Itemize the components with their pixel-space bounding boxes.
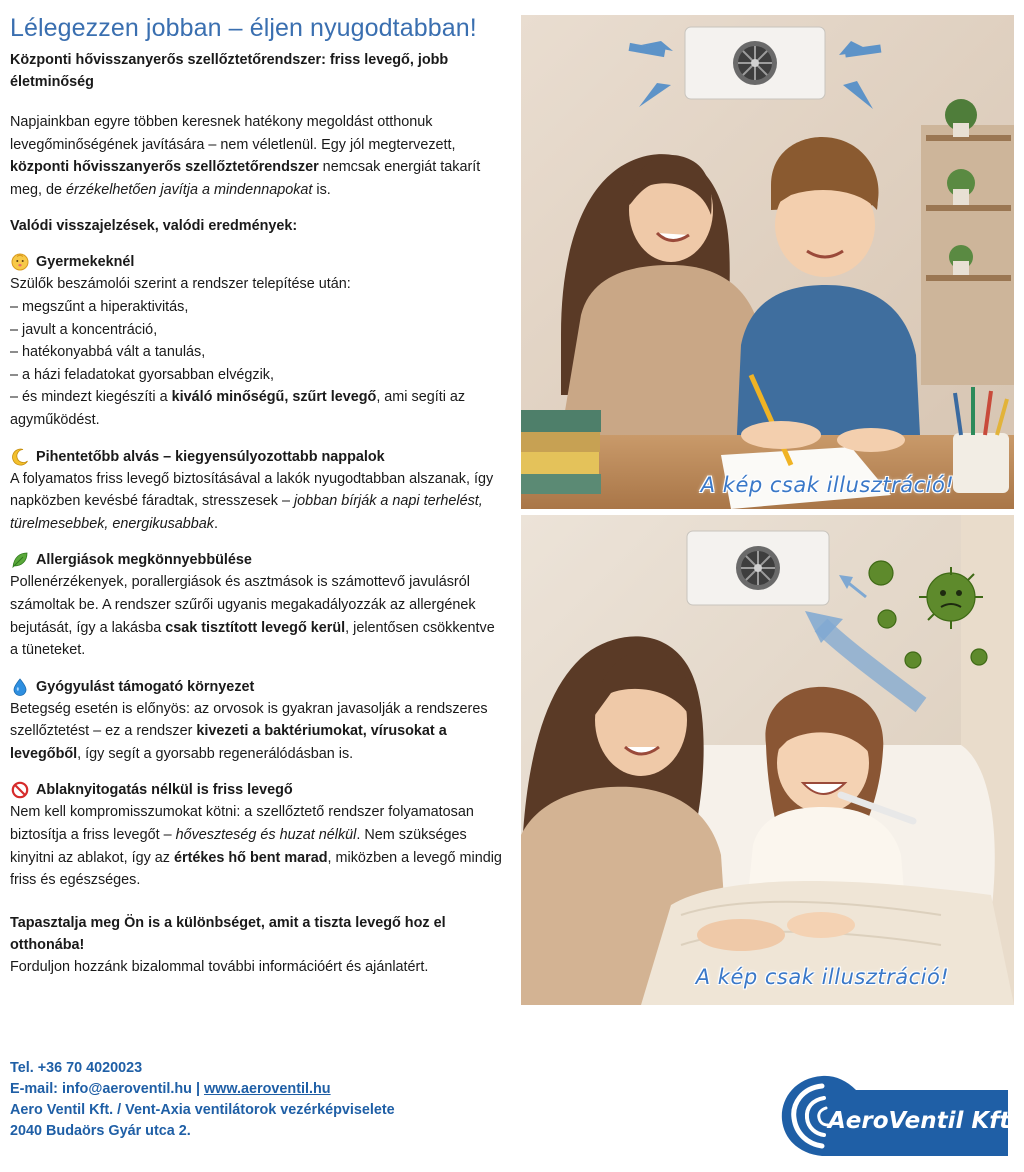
section-windows: [10, 779, 506, 891]
section-windows-title: Ablaknyitogatás nélkül is friss levegő: [36, 782, 293, 799]
section-sleep: [10, 446, 506, 536]
section-healing-text: Betegség esetén is előnyös: az orvosok is gyakran javasolják a rendszeres szellőztetést – ez a rendszer kivezeti a baktériumokat, vírusokat a levegőből, így segít a gyorsabb regenerálódásban is.: [10, 700, 488, 762]
list-item: – javult a koncentráció,: [10, 321, 158, 338]
list-item: – megszűnt a hiperaktivitás,: [10, 298, 189, 315]
section-healing-title: Gyógyulást támogató környezet: [36, 678, 255, 695]
crescent-moon-icon: [10, 447, 30, 467]
illustration-watermark: A kép csak illusztráció!: [695, 965, 950, 989]
section-windows-text: Nem kell kompromisszumokat kötni: a szellőztető rendszer folyamatosan biztosítja a friss levegőt – hőveszteség és huzat nélkül. Nem szükséges kinyitni az ablakot, így az értékes hő bent marad, miközben a levegő mindig friss és egészséges.: [10, 804, 502, 889]
aeroventil-logo: [778, 1070, 1014, 1158]
feedback-heading: Valódi visszajelzések, valódi eredmények:: [10, 218, 298, 235]
intro-text-3: is.: [312, 181, 331, 198]
list-item: – hatékonyabbá vált a tanulás,: [10, 344, 206, 361]
aeroventil-logo-mark: [778, 1070, 1014, 1158]
section-sleep-text: A folyamatos friss levegő biztosításával a lakók nyugodtabban alszanak, így napközben kevésbé fáradtak, stresszesek – jobban bírják a napi terhelést, türelmesebbek, energikusabbak.: [10, 470, 494, 532]
email-line: E-mail: info@aeroventil.hu | www.aeroventil.hu: [10, 1081, 331, 1097]
email-address[interactable]: E-mail: info@aeroventil.hu: [10, 1081, 192, 1097]
closing-text: Forduljon hozzánk bizalommal további információért és ajánlatért.: [10, 958, 429, 975]
section-children: [10, 251, 506, 431]
list-item: – és mindezt kiegészíti a kiváló minőségű, szűrt levegő, ami segíti az agyműködést.: [10, 389, 466, 428]
company-address: 2040 Budaörs Gyár utca 2.: [10, 1123, 191, 1139]
illustration-mother-daughter-drawing: [521, 515, 1014, 1005]
section-allergy-text: Pollenérzékenyek, porallergiások és asztmások is számottevő javulásról számoltak be. A rendszer szűrői ugyanis megakadályozzák az allergének bejutását, így a lakásba csak tisztított levegő kerül, jelentősen csökkentve a tüneteket.: [10, 574, 495, 659]
baby-face-icon: [10, 252, 30, 272]
list-item: – a házi feladatokat gyorsabban elvégzik,: [10, 366, 274, 383]
website-link[interactable]: www.aeroventil.hu: [203, 1081, 331, 1097]
illustration-watermark: A kép csak illusztráció!: [700, 473, 955, 497]
article: [10, 14, 506, 978]
section-allergy-title: Allergiások megkönnyebbülése: [36, 552, 252, 569]
closing-headline: Tapasztalja meg Ön is a különbséget, amit a tiszta levegő hoz el otthonába!: [10, 914, 446, 953]
company-name: Aero Ventil Kft. / Vent-Axia ventilátorok vezérképviselete: [10, 1102, 395, 1118]
section-healing: [10, 676, 506, 766]
page-title: Lélegezzen jobban – éljen nyugodtabban!: [10, 14, 477, 42]
illustration-mother-daughter: [521, 515, 1014, 1005]
no-entry-icon: [10, 780, 30, 800]
illustration-mother-son: [521, 15, 1014, 509]
intro-text-2: nemcsak energiát takarít meg, de: [10, 159, 481, 198]
water-drop-icon: [10, 677, 30, 697]
intro-bold: központi hővisszanyerős szellőztetőrendszer: [10, 159, 319, 176]
illustration-mother-son-drawing: [521, 15, 1014, 509]
section-children-lead: Szülők beszámolói szerint a rendszer telepítése után:: [10, 276, 351, 293]
closing-section: [10, 912, 506, 979]
logo-text: AeroVentil Kft: [828, 1108, 1011, 1134]
intro-italic: érzékelhetően javítja a mindennapokat: [66, 181, 313, 198]
phone-number: Tel. +36 70 4020023: [10, 1060, 143, 1076]
contact-footer: [10, 1058, 395, 1142]
intro-text-1: Napjainkban egyre többen keresnek hatékony megoldást otthonuk levegőminőségének javítására – nem véletlenül. Egy jól megtervezett,: [10, 114, 456, 153]
section-sleep-title: Pihentetőbb alvás – kiegyensúlyozottabb nappalok: [36, 448, 385, 465]
leaf-icon: [10, 550, 30, 570]
intro-paragraph: [10, 111, 506, 201]
section-allergy: [10, 549, 506, 661]
page-subtitle: Központi hővisszanyerős szellőztetőrendszer: friss levegő, jobb életminőség: [10, 52, 449, 90]
section-children-title: Gyermekeknél: [36, 254, 135, 271]
